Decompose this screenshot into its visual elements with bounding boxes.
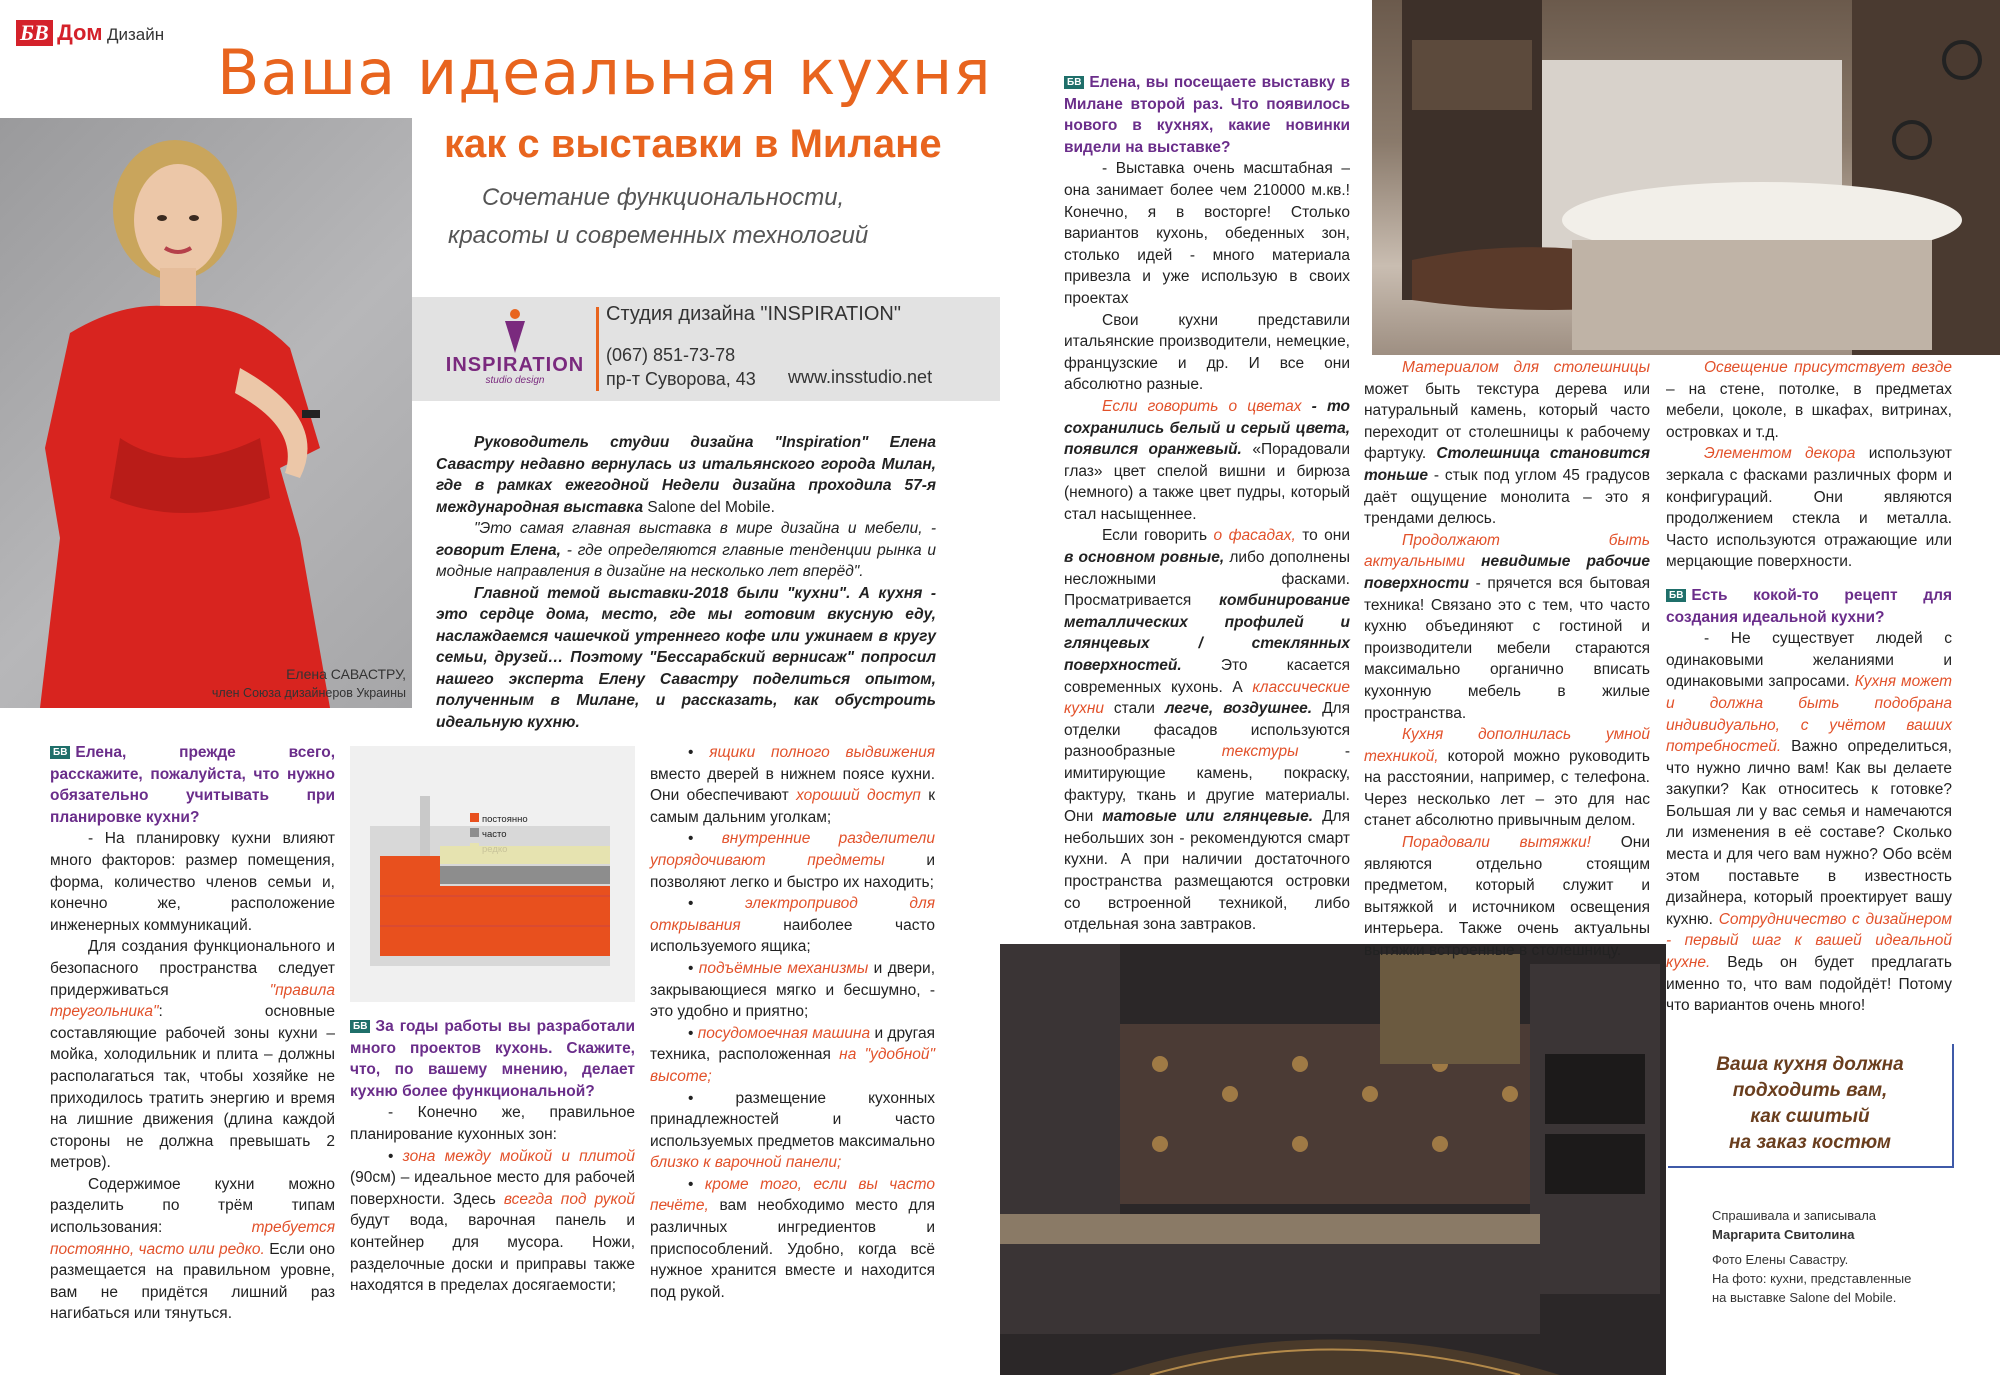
logo-subtext: studio design (485, 375, 545, 386)
col6-p5: Ведь он будет предлагать именно то, что вам подойдёт! Потому что вариантов очень много! (1666, 954, 1952, 1015)
col5-h4: Порадовали вытяжки! (1402, 834, 1591, 852)
col5-p2: - прячется вся бытовая техника! Связано это с тем, что часто кухню объединяют с гостиной и производители мебели стараются максимально органично вписать кухонную мебель в жилые пространства. (1364, 574, 1651, 722)
headline: Ваша идеальная кухня (217, 36, 992, 109)
studio-address: пр-т Суворова, 43 (606, 369, 756, 389)
col1-p1: - На планировку кухни влияют много факторов: размер помещения, форма, количество членов семьи и, конечно же, расположение инженерных коммуникаций. (50, 830, 335, 934)
col5-bi1: Столешница становится тоньше (1364, 445, 1651, 484)
portrait-photo (0, 118, 412, 708)
logo-text: INSPIRATION (445, 354, 585, 376)
col1-p2b: : основные составляющие рабочей зоны кухни – мойка, холодильник и плита – должны располагаться так, чтобы хозяйке не приходилось тратить энергию и время на лишние движения (длина каждой стороны не должна превышать 2 метров). (50, 1003, 335, 1172)
diagram-legend (470, 812, 528, 857)
intro-quote-c: - где определяются главные тенденции рынка и модные направления в дизайне на несколько лет вперёд". (436, 541, 937, 580)
studio-box (412, 297, 1000, 401)
col4-p4bi4: матовые или глянцевые. (1102, 808, 1314, 826)
col4-p4f: Для отделки фасадов используются разнообразные (1064, 700, 1350, 761)
kitchen-photo-top (1372, 0, 2000, 355)
portrait-caption-name: Елена САВАСТРУ, (286, 666, 406, 682)
col5-p4: Они являются отдельно стоящим предметом, который служит и вытяжкой и источником освещения интерьера. Также очень актуальны вытяжки встроенные в столешницу. (1364, 834, 1650, 960)
col5-h2: Продолжают быть актуальными (1364, 531, 1650, 571)
col3-item6-h2: близко к варочной панели; (650, 1154, 842, 1172)
col4-p4g: - имитирующие камень, покраску, фактуру, ткань и другие материалы. Они (1064, 743, 1350, 826)
col5-bi2: невидимые рабочие поверхности (1364, 553, 1650, 592)
question-3: Елена, вы посещаете выставку в Милане второй раз. Что появилось нового в кухнях, какие новинки видели на выставке? (1064, 74, 1350, 156)
col1-p3b: Если оно размещается на правильном уровне, вам не придётся лишний раз нагибаться или тянуться. (50, 1240, 335, 1323)
col4-p4d: Это касается современных кухонь. А (1064, 657, 1351, 696)
column-1 (50, 742, 335, 1325)
col3-item4-h: подъёмные механизмы (698, 959, 869, 977)
column-5 (1364, 357, 1650, 962)
quote-line-2: подходить вам, (1732, 1080, 1888, 1101)
column-4 (1064, 72, 1350, 936)
kitchen-zones-diagram (350, 746, 635, 1002)
legend-item-rarely (470, 842, 528, 857)
col5-h3: Кухня дополнилась умной техникой, (1364, 726, 1650, 765)
col3-item3-t: наиболее часто используемого ящика; (650, 916, 935, 956)
question-4: Есть кокой-то рецепт для создания идеальной кухни? (1666, 586, 1952, 626)
col3-item3-h: электропривод для открывания (650, 895, 936, 934)
col6-h4: Сотрудничество с дизайнером - первый шаг к вашей идеальной кухне. (1666, 910, 1952, 972)
col3-item5-t: и другая техника, расположенная (650, 1024, 935, 1064)
column-3: • ящики полного выдвижения вместо дверей в нижнем поясе кухни. Они обеспечивают хороший доступ к самым дальним уголкам; • внутренние разделители упорядочивают предметы и позволяют легко и быстро их находить; • электропривод для открывания наиболее часто используемого ящика; • подъёмные механизмы и двери, закрывающиеся мягко и бесшумно, - это удобно и приятно; • посудомоечная машина и другая техника, расположенная на "удобной" высоте; • размещение кухонных принадлежностей и часто используемых предметов максимально близко к варочной панели; • кроме того, если вы часто печёте, вам необходимо место для различных ингредиентов и приспособлений. Удобно, когда всё нужное хранится вместе и находится под рукой. (650, 744, 936, 1301)
credits (1712, 1206, 1982, 1307)
bv-badge: БВ (1064, 76, 1084, 89)
col3-item6-t: размещение кухонных принадлежностей и часто используемых предметов максимально (650, 1089, 935, 1150)
col2-p2: (90см) – идеальное место для рабочей поверхности. Здесь (350, 1169, 635, 1208)
col6-h2: Элементом декора (1704, 445, 1856, 463)
col1-p2h: "правила треугольника" (50, 981, 335, 1021)
col6-p2: используют зеркала с фасками различных форм и конфигураций. Они являются продолжением стекла и металла. Часто используются отражающие или мерцающие поверхности. (1666, 445, 1952, 571)
col6-p1: – на стене, потолке, в предметах мебели, цоколе, в шкафах, витринах, островках и т.д. (1666, 380, 1952, 441)
col4-p4e: стали (1113, 700, 1155, 718)
lead-line-1: Сочетание функциональности, (482, 184, 845, 211)
col4-p4c: либо дополнены несложными фасками. Просматривается (1064, 549, 1350, 610)
col4-p3c: «Порадовали глаз» цвет спелой вишни и бирюза (немного) а также цвет пудры, который стал насыщеннее. (1064, 441, 1350, 523)
quote-line-4: на заказ костюм (1729, 1132, 1891, 1153)
studio-website[interactable]: www.insstudio.net (788, 367, 933, 387)
col3-item2-t: и позволяют легко и быстро их находить; (650, 851, 936, 891)
col1-p3h: требуется постоянно, часто или редко. (50, 1219, 335, 1258)
quote-line-3: как сшитый (1750, 1106, 1870, 1127)
intro-text (436, 432, 936, 733)
right-page (1000, 0, 2000, 1375)
col4-p4b: то они (1302, 527, 1350, 545)
col3-item1-h: ящики полного выдвижения (709, 744, 935, 761)
col2-p1: - Конечно же, правильное планирование кухонных зон: (350, 1104, 635, 1143)
col4-p3h: Если говорить о цветах (1102, 397, 1302, 415)
credits-photo: Фото Елены Савастру. (1712, 1252, 1849, 1267)
question-1: Елена, прежде всего, расскажите, пожалуйста, что нужно обязательно учитывать при планировке кухни? (50, 744, 335, 826)
subheadline: как с выставки в Милане (444, 122, 942, 166)
col2-p3: будут вода, варочная панель и контейнер для мусора. Ножи, разделочные доски и приправы также находятся в пределах досягаемости; (350, 1212, 635, 1295)
col6-h1: Освещение присутствует везде (1704, 359, 1952, 376)
col4-p4h2: классические кухни (1064, 678, 1350, 718)
bv-badge: БВ (50, 746, 70, 759)
col4-p4h: о фасадах, (1213, 527, 1296, 545)
col5-p3: которой можно руководить на расстоянии, например, с телефона. Через несколько лет – это для нас станет абсолютно привычным делом. (1364, 747, 1650, 830)
col1-p3a: Содержимое кухни можно разделить по трём типам использования: (50, 1175, 335, 1237)
col6-p4: Важно определиться, что нужно лично вам! Как вы делаете закупки? Как относитесь к готовке? Большая ли у вас семья и намечаются ли изменения в её составе? Сколько места и для чего вам нужно? Обо всём этом поставьте в известность дизайнера, который проектирует вашу кухню. (1666, 738, 1952, 928)
legend-swatch (470, 843, 479, 852)
col3-item5-h2: на "удобной" высоте; (650, 1046, 935, 1085)
col4-p4bi2: комбинирование металлических профилей и глянцевых / стеклянных поверхностей. (1064, 592, 1350, 675)
studio-logo (440, 307, 590, 397)
col3-item1-h2: хороший доступ (796, 787, 921, 805)
kitchen-photo-top-illustration (1372, 0, 2000, 355)
col4-p4-end: Для небольших зон - рекомендуются смарт кухни. А при наличии достаточного пространства размещаются островки со встроенной техникой, либо отдельная зона завтраков. (1064, 808, 1350, 934)
portrait-caption-role: член Союза дизайнеров Украины (211, 686, 406, 700)
col3-item4-t: и двери, закрывающиеся мягко и бесшумно, - это удобно и приятно; (650, 959, 936, 1021)
portrait-illustration (0, 118, 412, 708)
col3-item1-t: вместо дверей в нижнем поясе кухни. Они обеспечивают (650, 765, 935, 805)
col4-p4bi3: легче, воздушнее. (1164, 700, 1313, 718)
legend-item-often (470, 827, 528, 842)
pull-quote (1668, 1044, 1954, 1168)
legend-item-constant (470, 812, 528, 827)
column-2: БВ За годы работы вы разработали много проектов кухонь. Скажите, что, по вашему мнению, делает кухню более функциональной? - Конечно же, правильное планирование кухонных зон: • зона между мойкой и плитой (90см) – идеальное место для рабочей поверхности. Здесь всегда под рукой будут вода, варочная панель и контейнер для мусора. Ножи, разделочные доски и приправы также находятся в пределах досягаемости; (350, 1018, 635, 1295)
col5-p1: может быть текстура дерева или натуральный камень, который часто переходит от столешницы к рабочему фартуку. (1364, 380, 1650, 463)
legend-label: постоянно (482, 814, 528, 825)
col4-p3b: - то сохранились белый и серый цвета, появился оранжевый. (1064, 397, 1351, 459)
bv-badge: БВ (1666, 589, 1686, 602)
col5-p1b: - стык под углом 45 градусов даёт ощущение монолита – это я трендами делюсь. (1364, 466, 1650, 528)
col2-h1: зона между мойкой и плитой (402, 1147, 635, 1165)
legend-label: редко (482, 844, 508, 855)
col3-item7-h: кроме того, если вы часто печёте, (650, 1175, 936, 1215)
intro-quote-b: говорит Елена, (436, 541, 561, 559)
rubric-label: Дизайн (106, 25, 165, 44)
credits-caption-1: На фото: кухни, представленные (1712, 1271, 1912, 1286)
credits-interview: Спрашивала и записывала (1712, 1208, 1877, 1223)
intro-p3: Главной темой выставки-2018 были "кухни". А кухня - это сердце дома, место, где мы готовим вкусную еду, наслаждаемся чашечкой утреннего кофе или ужинаем в кругу семьи, друзей… Поэтому "Бессарабский вернисаж" попросил нашего эксперта Елену Савастру поделиться опытом, полученным в Милане, и рассказать, как обустроить идеальную кухню. (436, 584, 936, 731)
col4-p4bi: в основном ровные, (1064, 549, 1225, 567)
col3-item5-h: посудомоечная машина (697, 1024, 871, 1042)
col6-h3: Кухня может и должна быть подобрана индивидуально, с учётом ваших потребностей. (1666, 673, 1952, 756)
kitchen-diagram-illustration (350, 746, 635, 1002)
col4-p4a: Если говорить (1102, 527, 1208, 545)
kitchen-photo-bottom (1000, 944, 1666, 1375)
divider (596, 307, 599, 391)
intro-p1: Руководитель студии дизайна "Inspiration" Елена Савастру недавно вернулась из итальянского города Милан, где в рамках ежегодной Недели дизайна проходила 57-я международная выставка (436, 434, 936, 516)
lead-line-2: красоты и современных технологий (448, 222, 869, 249)
col4-p1: - Выставка очень масштабная – она занимает более чем 210000 м.кв.! Конечно, я в восторге! Столько вариантов кухонь, обеденных зон, столько идей - много материала привезла и уже использую в своих проектах (1064, 160, 1350, 307)
logo-mark-icon (495, 307, 535, 355)
legend-label: часто (482, 829, 507, 840)
col3-item7-t: вам необходимо место для различных ингредиентов и приспособлений. Удобно, когда всё нужное хранится вместе и находится под рукой. (650, 1197, 935, 1301)
magazine-header (16, 20, 164, 50)
legend-swatch (470, 828, 479, 837)
credits-author: Маргарита Свитолина (1712, 1227, 1855, 1242)
intro-p1-end: Salone del Mobile. (647, 498, 775, 516)
brand-logo: БВ (16, 20, 53, 46)
question-2: За годы работы вы разработали много проектов кухонь. Скажите, что, по вашему мнению, делает кухню более функциональной? (350, 1018, 635, 1100)
credits-caption-2: на выставке Salone del Mobile. (1712, 1290, 1897, 1305)
col4-p4h3: текстуры (1221, 743, 1299, 761)
legend-swatch (470, 813, 479, 822)
studio-name: Студия дизайна "INSPIRATION" (606, 303, 901, 325)
column-6 (1666, 357, 1952, 1017)
col1-p2a: Для создания функционального и безопасного пространства следует придерживаться (50, 938, 335, 999)
intro-quote-a: "Это самая главная выставка в мире дизайна и мебели, - (474, 520, 936, 537)
col5-h1: Материалом для столешницы (1402, 359, 1650, 376)
kitchen-photo-bottom-illustration (1000, 944, 1666, 1375)
col3-item1-t2: к самым дальним уголкам; (650, 787, 935, 826)
col3-item2-h: внутренние разделители упорядочивают предметы (650, 830, 935, 869)
col2-h2: всегда под рукой (503, 1190, 635, 1208)
studio-phone: (067) 851-73-78 (606, 345, 736, 365)
col6-p3: - Не существует людей с одинаковыми желаниями и одинаковыми запросами. (1666, 630, 1952, 691)
section-label: Дом (57, 20, 103, 45)
quote-line-1: Ваша кухня должна (1716, 1054, 1904, 1075)
col4-p2: Свои кухни представили итальянские производители, немецкие, французские и др. И все они абсолютно разные. (1064, 311, 1350, 394)
bv-badge: БВ (350, 1020, 370, 1033)
